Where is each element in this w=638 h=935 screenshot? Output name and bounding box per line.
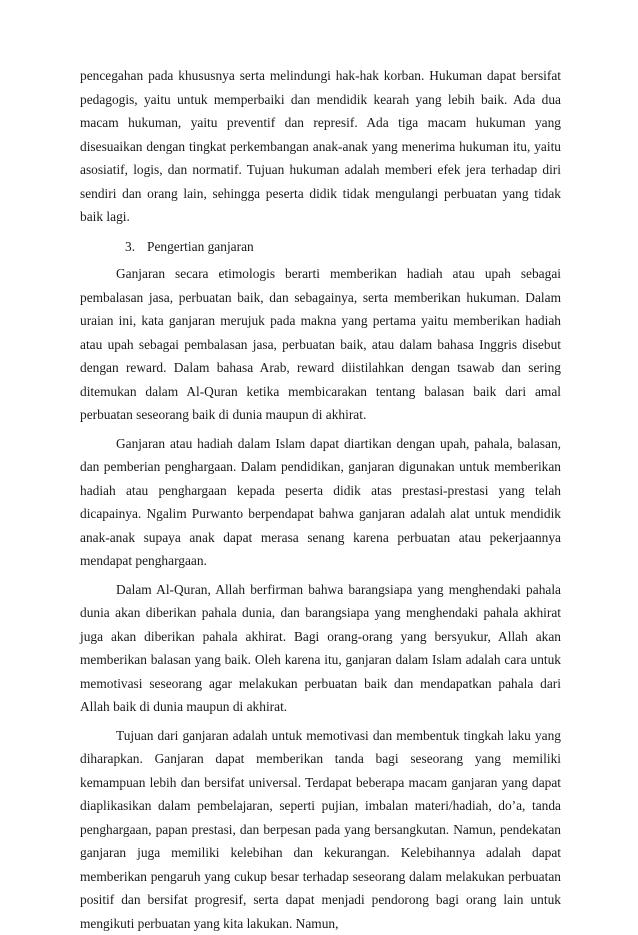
paragraph-tujuan-ganjaran: Tujuan dari ganjaran adalah untuk memotivasi dan membentuk tingkah laku yang diharapkan. Ganjaran dapat memberikan tanda bagi seseorang yang memiliki kemampuan lebih dan bersifat universal. Terdapat beberapa macam ganjaran yang dapat diaplikasikan dalam pembelajaran, seperti pujian, imbalan materi/hadiah, do’a, tanda penghargaan, papan prestasi, dan berpesan pada yang bersangkutan. Namun, pendekatan ganjaran juga memiliki kelebihan dan kekurangan. Kelebihannya adalah dapat memberikan pengaruh yang cukup besar terhadap seseorang dalam melakukan perbuatan positif dan bersifat progresif, serta dapat menjadi pendorong bagi orang lain untuk mengikuti perbuatan yang kita lakukan. Namun, <box>80 724 561 935</box>
section-title: Pengertian ganjaran <box>147 239 254 254</box>
section-number: 3. <box>125 235 147 259</box>
paragraph-al-quran: Dalam Al-Quran, Allah berfirman bahwa barangsiapa yang menghendaki pahala dunia akan diberikan pahala dunia, dan barangsiapa yang menghendaki pahala akhirat juga akan diberikan pahala akhirat. Bagi orang-orang yang bersyukur, Allah akan memberikan balasan yang baik. Oleh karena itu, ganjaran dalam Islam adalah cara untuk memotivasi seseorang agar melakukan perbuatan baik dan mendapatkan pahala dari Allah baik di dunia maupun di akhirat. <box>80 578 561 719</box>
section-heading <box>80 235 561 259</box>
intro-paragraph: pencegahan pada khususnya serta melindungi hak-hak korban. Hukuman dapat bersifat pedagogis, yaitu untuk memperbaiki dan mendidik kearah yang lebih baik. Ada dua macam hukuman, yaitu preventif dan represif. Ada tiga macam hukuman yang disesuaikan dengan tingkat perkembangan anak-anak yang menerima hukuman itu, yaitu asosiatif, logis, dan normatif. Tujuan hukuman adalah memberi efek jera terhadap diri sendiri dan orang lain, sehingga peserta didik tidak mengulangi perbuatan yang tidak baik lagi. <box>80 64 561 229</box>
document-page <box>80 64 561 935</box>
paragraph-ganjaran-islam: Ganjaran atau hadiah dalam Islam dapat diartikan dengan upah, pahala, balasan, dan pemberian penghargaan. Dalam pendidikan, ganjaran digunakan untuk memberikan hadiah atau penghargaan kepada peserta didik atas prestasi-prestasi yang telah dicapainya. Ngalim Purwanto berpendapat bahwa ganjaran adalah alat untuk mendidik anak-anak supaya anak dapat merasa senang karena perbuatan atau pekerjaannya mendapat penghargaan. <box>80 432 561 573</box>
paragraph-ganjaran-definition: Ganjaran secara etimologis berarti memberikan hadiah atau upah sebagai pembalasan jasa, perbuatan baik, dan sebagainya, serta memberikan hukuman. Dalam uraian ini, kata ganjaran merujuk pada makna yang pertama yaitu memberikan hadiah atau upah sebagai pembalasan jasa, perbuatan baik, atau dalam bahasa Inggris disebut dengan reward. Dalam bahasa Arab, reward diistilahkan dengan tsawab dan sering ditemukan dalam Al-Quran ketika membicarakan tentang balasan baik dari amal perbuatan seseorang baik di dunia maupun di akhirat. <box>80 262 561 427</box>
